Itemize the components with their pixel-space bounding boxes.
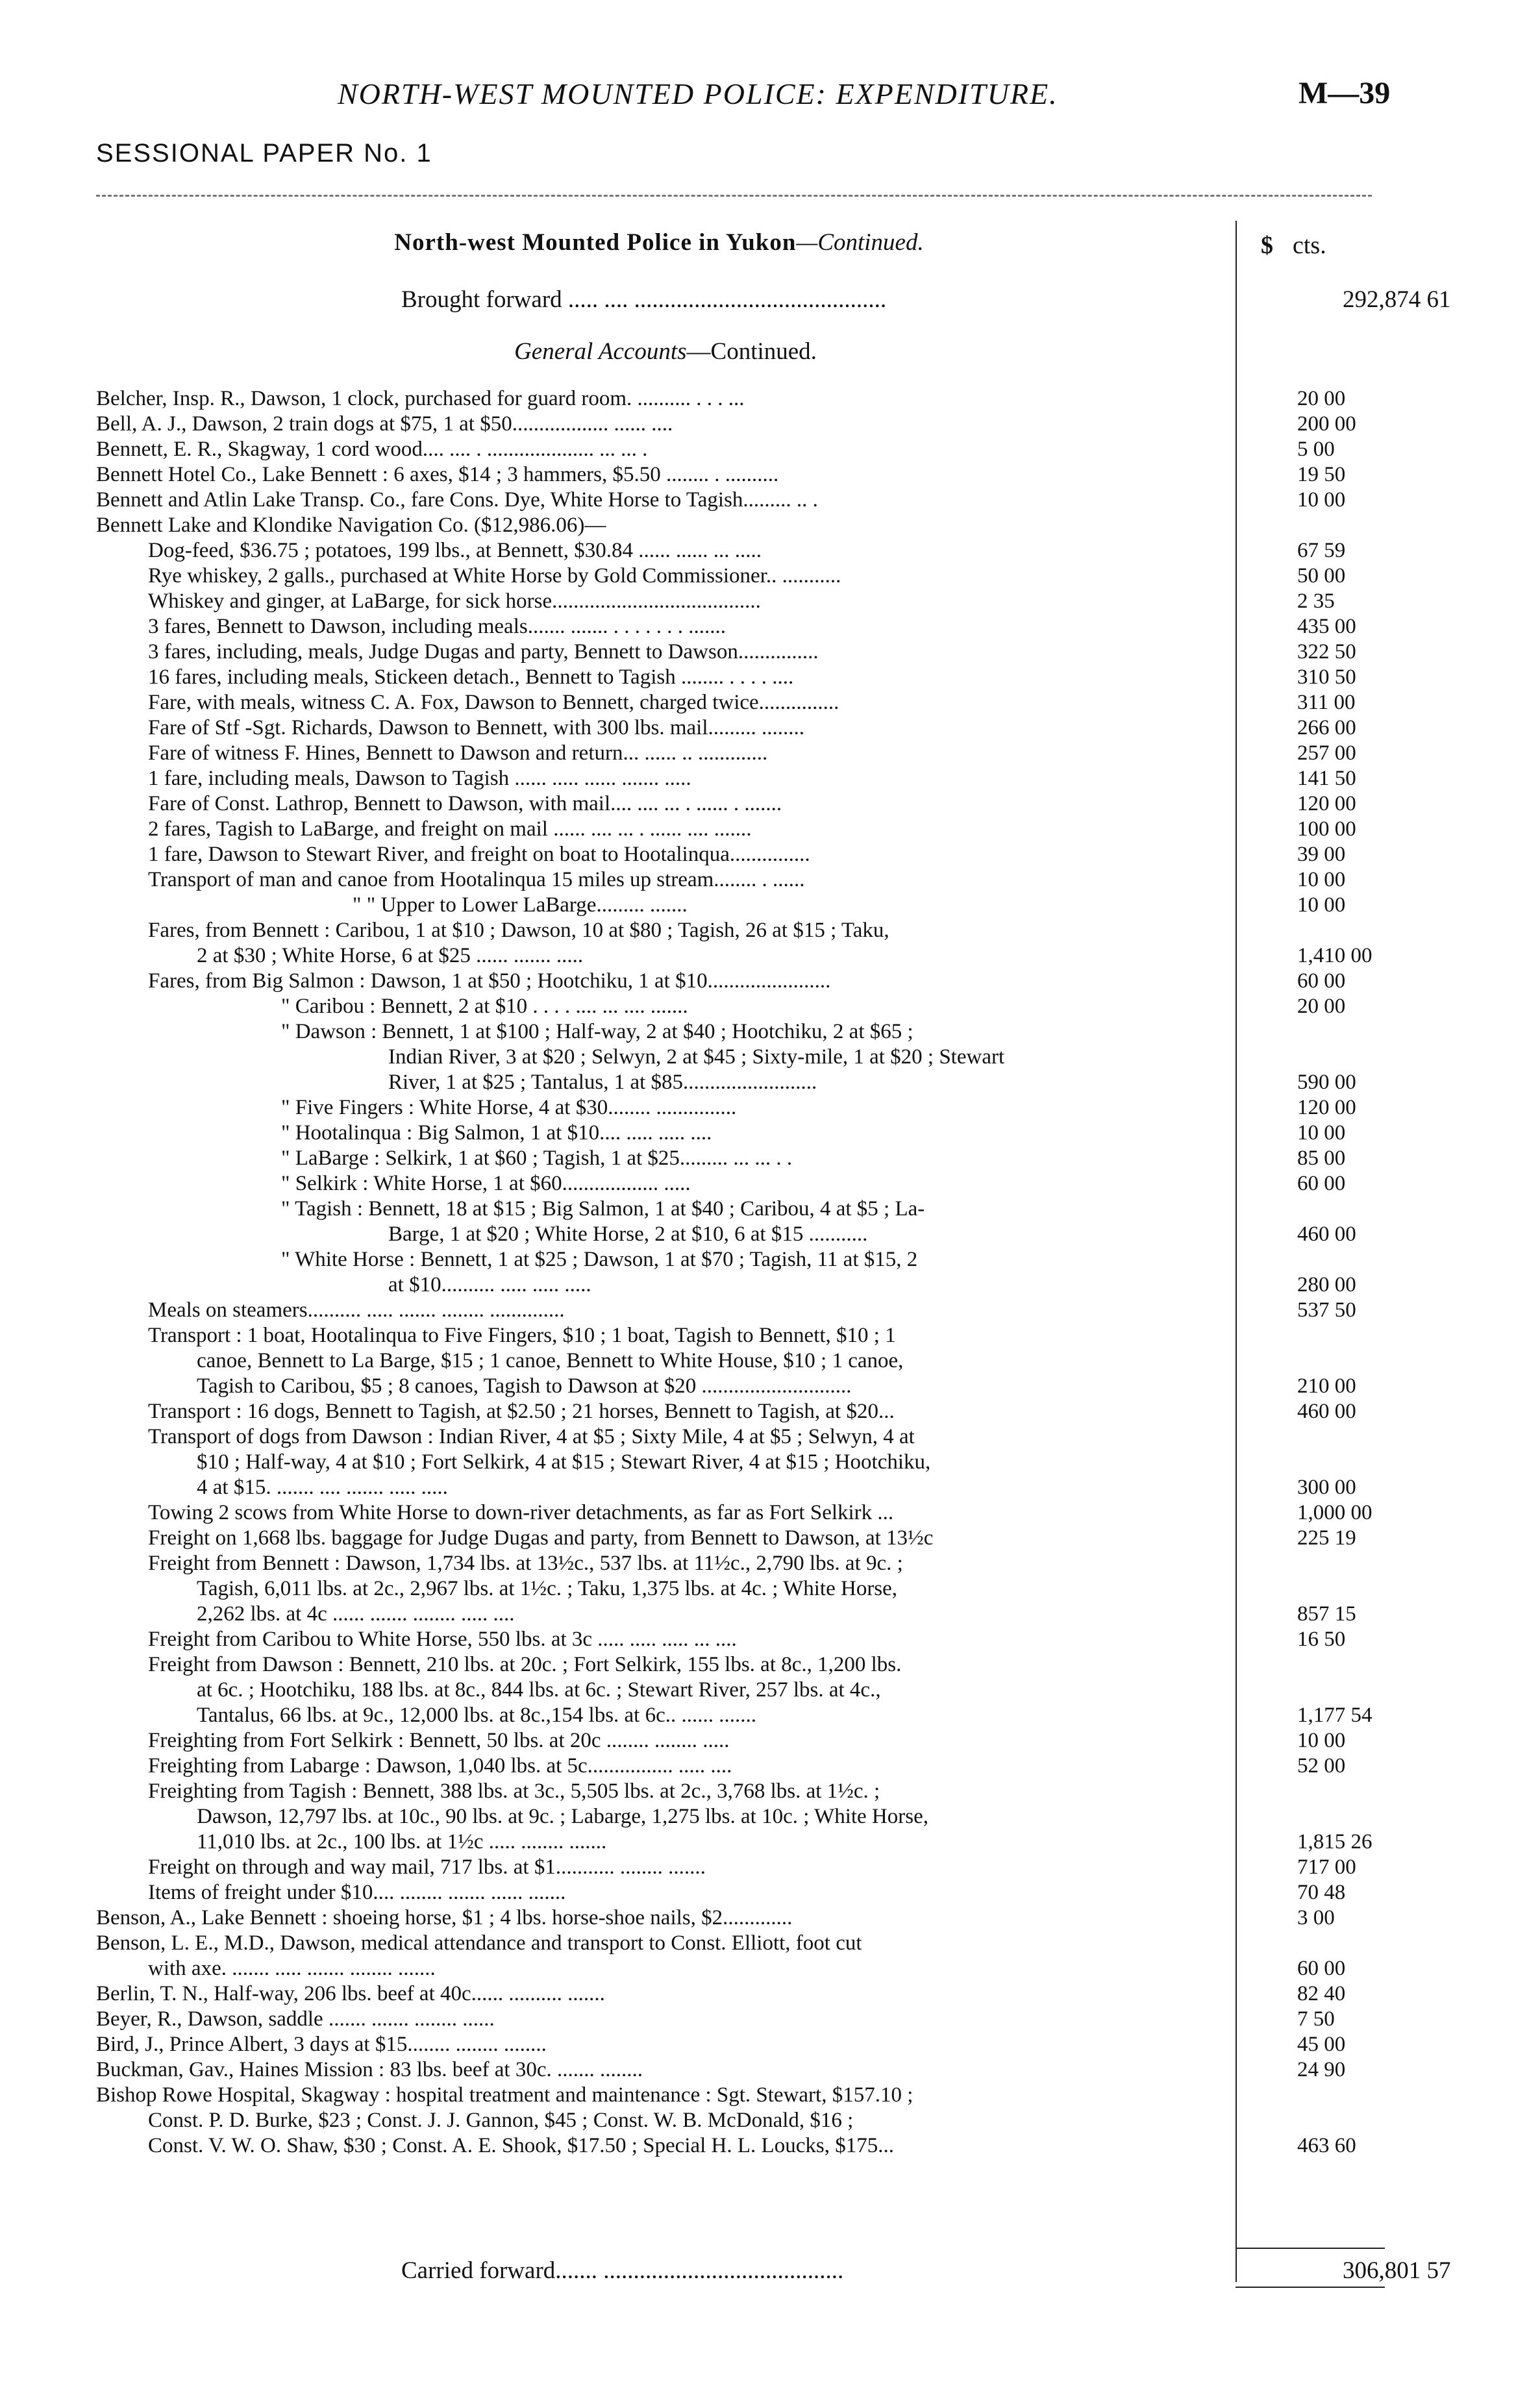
- entry-description: 3 fares, Bennett to Dawson, including meals....... ....... . . . . . . . .......: [148, 615, 726, 638]
- entry-description: Fare of Const. Lathrop, Bennett to Dawson, with mail.... .... ... . ...... . .......: [148, 792, 782, 815]
- entry-description: Beyer, R., Dawson, saddle ....... ....... ........ ......: [96, 2007, 495, 2031]
- table-row: [96, 1095, 1382, 1121]
- table-title: [97, 229, 1221, 256]
- entry-description: Benson, L. E., M.D., Dawson, medical attendance and transport to Const. Elliott, foot cut: [96, 1931, 862, 1955]
- entry-description: Freight from Dawson : Bennett, 210 lbs. at 20c. ; Fort Selkirk, 155 lbs. at 8c., 1,200 lbs.: [148, 1653, 902, 1676]
- running-title: NORTH-WEST MOUNTED POLICE: EXPENDITURE.: [338, 77, 1058, 110]
- entry-amount: 717 00: [1297, 1855, 1356, 1879]
- table-row: [96, 1171, 1382, 1197]
- table-row: [96, 665, 1382, 690]
- entry-description: Bennett Hotel Co., Lake Bennett : 6 axes, $14 ; 3 hammers, $5.50 ........ . ..........: [96, 463, 779, 486]
- brought-forward-label: Brought forward ..... .... ..........................................: [401, 286, 887, 313]
- entry-description: Const. V. W. O. Shaw, $30 ; Const. A. E. Shook, $17.50 ; Special H. L. Loucks, $175...: [148, 2134, 894, 2157]
- table-title-main: North-west Mounted Police in Yukon: [394, 229, 797, 256]
- entry-description: Bennett Lake and Klondike Navigation Co. ($12,986.06)—: [96, 514, 606, 537]
- table-row: [96, 1551, 1382, 1576]
- entry-amount: 20 00: [1297, 387, 1346, 410]
- cents-label: cts.: [1293, 232, 1326, 259]
- page-number: M—39: [1298, 76, 1391, 110]
- brought-forward-amount: 292,874 61: [1343, 286, 1451, 313]
- entry-description: Bird, J., Prince Albert, 3 days at $15........ ........ ........: [96, 2033, 547, 2056]
- entry-description: Belcher, Insp. R., Dawson, 1 clock, purchased for guard room. .......... . . . ...: [96, 387, 745, 410]
- entry-description: Transport : 16 dogs, Bennett to Tagish, at $2.50 ; 21 horses, Bennett to Tagish, at $20...: [148, 1400, 895, 1423]
- entry-amount: 322 50: [1297, 640, 1356, 664]
- table-row: [96, 1146, 1382, 1171]
- entry-description: Towing 2 scows from White Horse to down-river detachments, as far as Fort Selkirk ...: [148, 1501, 894, 1524]
- entry-description: Dog-feed, $36.75 ; potatoes, 199 lbs., at Bennett, $30.84 ...... ...... ... .....: [148, 539, 762, 562]
- entry-amount: 24 90: [1297, 2058, 1346, 2081]
- entry-amount: 266 00: [1297, 716, 1356, 739]
- table-row: [96, 842, 1382, 867]
- entry-amount: 1,000 00: [1297, 1501, 1372, 1524]
- entry-amount: 141 50: [1297, 767, 1356, 790]
- table-row: [96, 1222, 1382, 1247]
- entry-amount: 460 00: [1297, 1222, 1356, 1246]
- table-row: [96, 412, 1382, 437]
- table-row: [96, 1045, 1382, 1070]
- entry-description: 16 fares, including meals, Stickeen detach., Bennett to Tagish ........ . . . . ....: [148, 665, 794, 689]
- entry-amount: 120 00: [1297, 792, 1356, 815]
- table-row: [96, 639, 1382, 665]
- sessional-paper-label: SESSIONAL PAPER No. 1: [96, 139, 432, 167]
- entry-amount: 257 00: [1297, 741, 1356, 765]
- entry-description: at $10.......... ..... ..... .....: [388, 1273, 591, 1296]
- entry-amount: 10 00: [1297, 893, 1346, 917]
- entry-description: " Dawson : Bennett, 1 at $100 ; Half-way, 2 at $40 ; Hootchiku, 2 at $65 ;: [281, 1020, 913, 1043]
- entry-description: Bennett and Atlin Lake Transp. Co., fare Cons. Dye, White Horse to Tagish......... .. .: [96, 488, 818, 512]
- table-row: [96, 589, 1382, 614]
- entry-description: 11,010 lbs. at 2c., 100 lbs. at 1½c ..... ........ .......: [197, 1830, 607, 1854]
- entry-description: Items of freight under $10.... ........ ....... ...... .......: [148, 1881, 566, 1904]
- table-row: [96, 1070, 1382, 1095]
- entry-amount: 3 00: [1297, 1906, 1335, 1929]
- entry-amount: 120 00: [1297, 1096, 1356, 1119]
- entry-description: Berlin, T. N., Half-way, 206 lbs. beef at 40c...... .......... .......: [96, 1982, 605, 2005]
- entry-description: Fare of witness F. Hines, Bennett to Dawson and return... ...... .. .............: [148, 741, 768, 765]
- subheading-italic: General Accounts: [514, 338, 687, 365]
- entry-description: 1 fare, Dawson to Stewart River, and freight on boat to Hootalinqua...............: [148, 843, 810, 866]
- table-title-suffix: —Continued.: [796, 229, 924, 256]
- entry-description: Indian River, 3 at $20 ; Selwyn, 2 at $45 ; Sixty-mile, 1 at $20 ; Stewart: [388, 1045, 1005, 1069]
- entry-amount: 10 00: [1297, 1121, 1346, 1145]
- entry-description: " Five Fingers : White Horse, 4 at $30........ ...............: [281, 1096, 737, 1119]
- entry-amount: 1,410 00: [1297, 944, 1372, 967]
- entry-amount: 210 00: [1297, 1374, 1356, 1398]
- entry-description: Bennett, E. R., Skagway, 1 cord wood.... .... . .................... ... ... .: [96, 438, 648, 461]
- entry-description: 3 fares, including, meals, Judge Dugas and party, Bennett to Dawson...............: [148, 640, 819, 664]
- table-row: [96, 1576, 1382, 1602]
- entry-description: Freighting from Labarge : Dawson, 1,040 lbs. at 5c................ ..... ....: [148, 1754, 732, 1778]
- table-row: [96, 1829, 1382, 1855]
- entry-description: " LaBarge : Selkirk, 1 at $60 ; Tagish, 1 at $25......... ... ... . .: [281, 1147, 793, 1170]
- entry-amount: 590 00: [1297, 1071, 1356, 1094]
- carried-forward-label: Carried forward....... ........................................: [401, 2257, 844, 2284]
- entry-amount: 82 40: [1297, 1982, 1346, 2005]
- table-row: [96, 2108, 1382, 2133]
- entry-amount: 537 50: [1297, 1298, 1356, 1322]
- entry-description: " Tagish : Bennett, 18 at $15 ; Big Salmon, 1 at $40 ; Caribou, 4 at $5 ; La-: [281, 1197, 925, 1221]
- entry-description: $10 ; Half-way, 4 at $10 ; Fort Selkirk, 4 at $15 ; Stewart River, 4 at $15 ; Hootchiku,: [197, 1450, 931, 1474]
- table-row: [96, 2032, 1382, 2057]
- table-row: [96, 513, 1382, 538]
- table-row: [96, 1905, 1382, 1931]
- table-row: [96, 538, 1382, 564]
- table-row: [96, 1247, 1382, 1272]
- table-row: [96, 2133, 1382, 2159]
- entry-description: Buckman, Gav., Haines Mission : 83 lbs. beef at 30c. ....... ........: [96, 2058, 643, 2081]
- entry-amount: 19 50: [1297, 463, 1346, 486]
- entry-description: Transport : 1 boat, Hootalinqua to Five Fingers, $10 ; 1 boat, Tagish to Bennett, $10 ; 1: [148, 1324, 896, 1347]
- entry-description: Fares, from Big Salmon : Dawson, 1 at $50 ; Hootchiku, 1 at $10.......................: [148, 969, 831, 993]
- table-row: [96, 1981, 1382, 2007]
- table-row: [96, 1121, 1382, 1146]
- table-row: [96, 564, 1382, 589]
- table-row: [96, 1678, 1382, 1703]
- table-row: [96, 614, 1382, 639]
- entry-amount: 463 60: [1297, 2134, 1356, 2157]
- entry-description: with axe. ....... ..... ....... ........ .......: [148, 1957, 436, 1980]
- entry-amount: 60 00: [1297, 1172, 1346, 1195]
- entry-amount: 16 50: [1297, 1628, 1346, 1651]
- entry-description: " White Horse : Bennett, 1 at $25 ; Dawson, 1 at $70 ; Tagish, 11 at $15, 2: [281, 1248, 918, 1271]
- amount-units-header: [1253, 231, 1383, 260]
- total-rule-top: [1236, 2248, 1385, 2249]
- header-rule: [96, 195, 1372, 197]
- entry-amount: 67 59: [1297, 539, 1346, 562]
- entry-description: " Hootalinqua : Big Salmon, 1 at $10.... ..... ..... ....: [281, 1121, 712, 1145]
- table-row: [96, 1298, 1382, 1323]
- entry-description: 2 fares, Tagish to LaBarge, and freight on mail ...... .... ... . ...... .... .......: [148, 817, 752, 841]
- entry-amount: 10 00: [1297, 1729, 1346, 1752]
- table-row: [96, 1450, 1382, 1475]
- table-row: [96, 1272, 1382, 1298]
- table-row: [96, 1348, 1382, 1374]
- table-row: [96, 1475, 1382, 1500]
- table-row: [96, 1323, 1382, 1348]
- table-row: [96, 969, 1382, 994]
- entry-description: River, 1 at $25 ; Tantalus, 1 at $85.........................: [388, 1071, 817, 1094]
- table-row: [96, 386, 1382, 412]
- table-row: [96, 1500, 1382, 1526]
- table-row: [96, 1804, 1382, 1829]
- table-row: [96, 1602, 1382, 1627]
- table-row: [96, 867, 1382, 893]
- entry-description: Tantalus, 66 lbs. at 9c., 12,000 lbs. at 8c.,154 lbs. at 6c.. ...... .......: [197, 1704, 756, 1727]
- entry-description: Tagish to Caribou, $5 ; 8 canoes, Tagish to Dawson at $20 ............................: [197, 1374, 852, 1398]
- entry-amount: 857 15: [1297, 1602, 1356, 1626]
- entry-description: Rye whiskey, 2 galls., purchased at White Horse by Gold Commissioner.. ...........: [148, 564, 841, 588]
- table-row: [96, 1855, 1382, 1880]
- entry-description: " Caribou : Bennett, 2 at $10 . . . . .... ... .... .......: [281, 995, 688, 1018]
- entry-description: at 6c. ; Hootchiku, 188 lbs. at 8c., 844 lbs. at 6c. ; Stewart River, 257 lbs. at 4c.,: [197, 1678, 881, 1702]
- table-row: [96, 2057, 1382, 2083]
- entry-description: canoe, Bennett to La Barge, $15 ; 1 canoe, Bennett to White House, $10 ; 1 canoe,: [197, 1349, 904, 1372]
- entry-amount: 100 00: [1297, 817, 1356, 841]
- entry-amount: 7 50: [1297, 2007, 1335, 2031]
- carried-forward-amount: 306,801 57: [1343, 2257, 1451, 2284]
- table-row: [96, 2083, 1382, 2108]
- entry-amount: 225 19: [1297, 1526, 1356, 1550]
- table-row: [96, 488, 1382, 513]
- brought-forward-row: [96, 286, 1451, 318]
- entry-description: Transport of man and canoe from Hootalinqua 15 miles up stream........ . ......: [148, 868, 805, 891]
- entry-description: Transport of dogs from Dawson : Indian River, 4 at $5 ; Sixty Mile, 4 at $5 ; Selwyn, 4 at: [148, 1425, 915, 1448]
- total-rule-bottom: [1236, 2287, 1385, 2288]
- expenditure-entries: [96, 386, 1382, 2159]
- table-row: [96, 1956, 1382, 1981]
- entry-amount: 10 00: [1297, 488, 1346, 512]
- table-row: [96, 1374, 1382, 1399]
- table-row: [96, 893, 1382, 918]
- entry-description: Bishop Rowe Hospital, Skagway : hospital treatment and maintenance : Sgt. Stewart, $157.10 ;: [96, 2083, 913, 2107]
- entry-description: 4 at $15. ....... .... ....... ..... .....: [197, 1476, 448, 1499]
- entry-description: Fare, with meals, witness C. A. Fox, Dawson to Bennett, charged twice...............: [148, 691, 839, 714]
- entry-amount: 52 00: [1297, 1754, 1346, 1778]
- entry-amount: 70 48: [1297, 1881, 1346, 1904]
- entry-amount: 50 00: [1297, 564, 1346, 588]
- entry-amount: 20 00: [1297, 995, 1346, 1018]
- entry-amount: 1,815 26: [1297, 1830, 1372, 1854]
- table-row: [96, 1931, 1382, 1956]
- entry-amount: 45 00: [1297, 2033, 1346, 2056]
- table-row: [96, 1627, 1382, 1652]
- entry-amount: 60 00: [1297, 969, 1346, 993]
- table-row: [96, 918, 1382, 943]
- entry-amount: 310 50: [1297, 665, 1356, 689]
- table-row: [96, 1703, 1382, 1728]
- table-row: [96, 1779, 1382, 1804]
- entry-description: Freighting from Fort Selkirk : Bennett, 50 lbs. at 20c ........ ........ .....: [148, 1729, 730, 1752]
- table-row: [96, 1019, 1382, 1045]
- entry-amount: 2 35: [1297, 589, 1335, 613]
- table-row: [96, 1652, 1382, 1678]
- entry-amount: 200 00: [1297, 412, 1356, 436]
- table-row: [96, 741, 1382, 766]
- entry-description: Benson, A., Lake Bennett : shoeing horse, $1 ; 4 lbs. horse-shoe nails, $2.............: [96, 1906, 793, 1929]
- entry-description: Dawson, 12,797 lbs. at 10c., 90 lbs. at 9c. ; Labarge, 1,275 lbs. at 10c. ; White Horse,: [197, 1805, 928, 1828]
- table-row: [96, 817, 1382, 842]
- table-row: [96, 1526, 1382, 1551]
- carried-forward-row: [96, 2257, 1451, 2289]
- table-row: [96, 1197, 1382, 1222]
- entry-amount: 311 00: [1297, 691, 1356, 714]
- entry-description: " Selkirk : White Horse, 1 at $60.................. .....: [281, 1172, 691, 1195]
- entry-description: Const. P. D. Burke, $23 ; Const. J. J. Gannon, $45 ; Const. W. B. McDonald, $16 ;: [148, 2109, 854, 2132]
- table-row: [96, 1880, 1382, 1905]
- table-row: [96, 994, 1382, 1019]
- entry-description: Fares, from Bennett : Caribou, 1 at $10 ; Dawson, 10 at $80 ; Tagish, 26 at $15 ; Taku,: [148, 919, 889, 942]
- table-row: [96, 1424, 1382, 1450]
- table-row: [96, 943, 1382, 969]
- entry-description: 2 at $30 ; White Horse, 6 at $25 ...... ....... .....: [197, 944, 584, 967]
- entry-description: 2,262 lbs. at 4c ...... ....... ........ ..... ....: [197, 1602, 515, 1626]
- section-subheading: [97, 338, 1234, 366]
- table-row: [96, 690, 1382, 715]
- table-row: [96, 437, 1382, 462]
- entry-amount: 5 00: [1297, 438, 1335, 461]
- dollar-label: $: [1261, 232, 1273, 259]
- entry-description: Freighting from Tagish : Bennett, 388 lbs. at 3c., 5,505 lbs. at 2c., 3,768 lbs. at 1½c. ;: [148, 1780, 880, 1803]
- table-row: [96, 2007, 1382, 2032]
- entry-description: Meals on steamers.......... ..... ....... ........ ..............: [148, 1298, 565, 1322]
- table-row: [96, 766, 1382, 791]
- entry-description: Freight from Bennett : Dawson, 1,734 lbs. at 13½c., 537 lbs. at 11½c., 2,790 lbs. at 9c. ;: [148, 1552, 903, 1575]
- table-row: [96, 1728, 1382, 1754]
- entry-description: Tagish, 6,011 lbs. at 2c., 2,967 lbs. at 1½c. ; Taku, 1,375 lbs. at 4c. ; White Horse,: [197, 1577, 898, 1600]
- entry-amount: 280 00: [1297, 1273, 1356, 1296]
- entry-description: 1 fare, including meals, Dawson to Tagish ...... ..... ...... ....... .....: [148, 767, 691, 790]
- entry-description: Bell, A. J., Dawson, 2 train dogs at $75, 1 at $50.................. ...... ....: [96, 412, 673, 436]
- entry-amount: 60 00: [1297, 1957, 1346, 1980]
- entry-description: Freight on through and way mail, 717 lbs. at $1........... ........ .......: [148, 1855, 706, 1879]
- table-row: [96, 1399, 1382, 1424]
- entry-amount: 1,177 54: [1297, 1704, 1372, 1727]
- entry-amount: 435 00: [1297, 615, 1356, 638]
- entry-amount: 85 00: [1297, 1147, 1346, 1170]
- entry-description: Fare of Stf -Sgt. Richards, Dawson to Bennett, with 300 lbs. mail......... ........: [148, 716, 804, 739]
- entry-amount: 460 00: [1297, 1400, 1356, 1423]
- subheading-rest: —Continued.: [686, 338, 817, 365]
- entry-description: Whiskey and ginger, at LaBarge, for sick horse.......................................: [148, 589, 761, 613]
- table-row: [96, 462, 1382, 488]
- table-row: [96, 791, 1382, 817]
- entry-description: Freight from Caribou to White Horse, 550 lbs. at 3c ..... ..... ..... ... ....: [148, 1628, 737, 1651]
- entry-description: " " Upper to Lower LaBarge......... .......: [353, 893, 688, 917]
- entry-description: Freight on 1,668 lbs. baggage for Judge Dugas and party, from Bennett to Dawson, at 13½c: [148, 1526, 934, 1550]
- table-row: [96, 1754, 1382, 1779]
- entry-amount: 300 00: [1297, 1476, 1356, 1499]
- entry-description: Barge, 1 at $20 ; White Horse, 2 at $10, 6 at $15 ...........: [388, 1222, 868, 1246]
- entry-amount: 39 00: [1297, 843, 1346, 866]
- table-row: [96, 715, 1382, 741]
- entry-amount: 10 00: [1297, 868, 1346, 891]
